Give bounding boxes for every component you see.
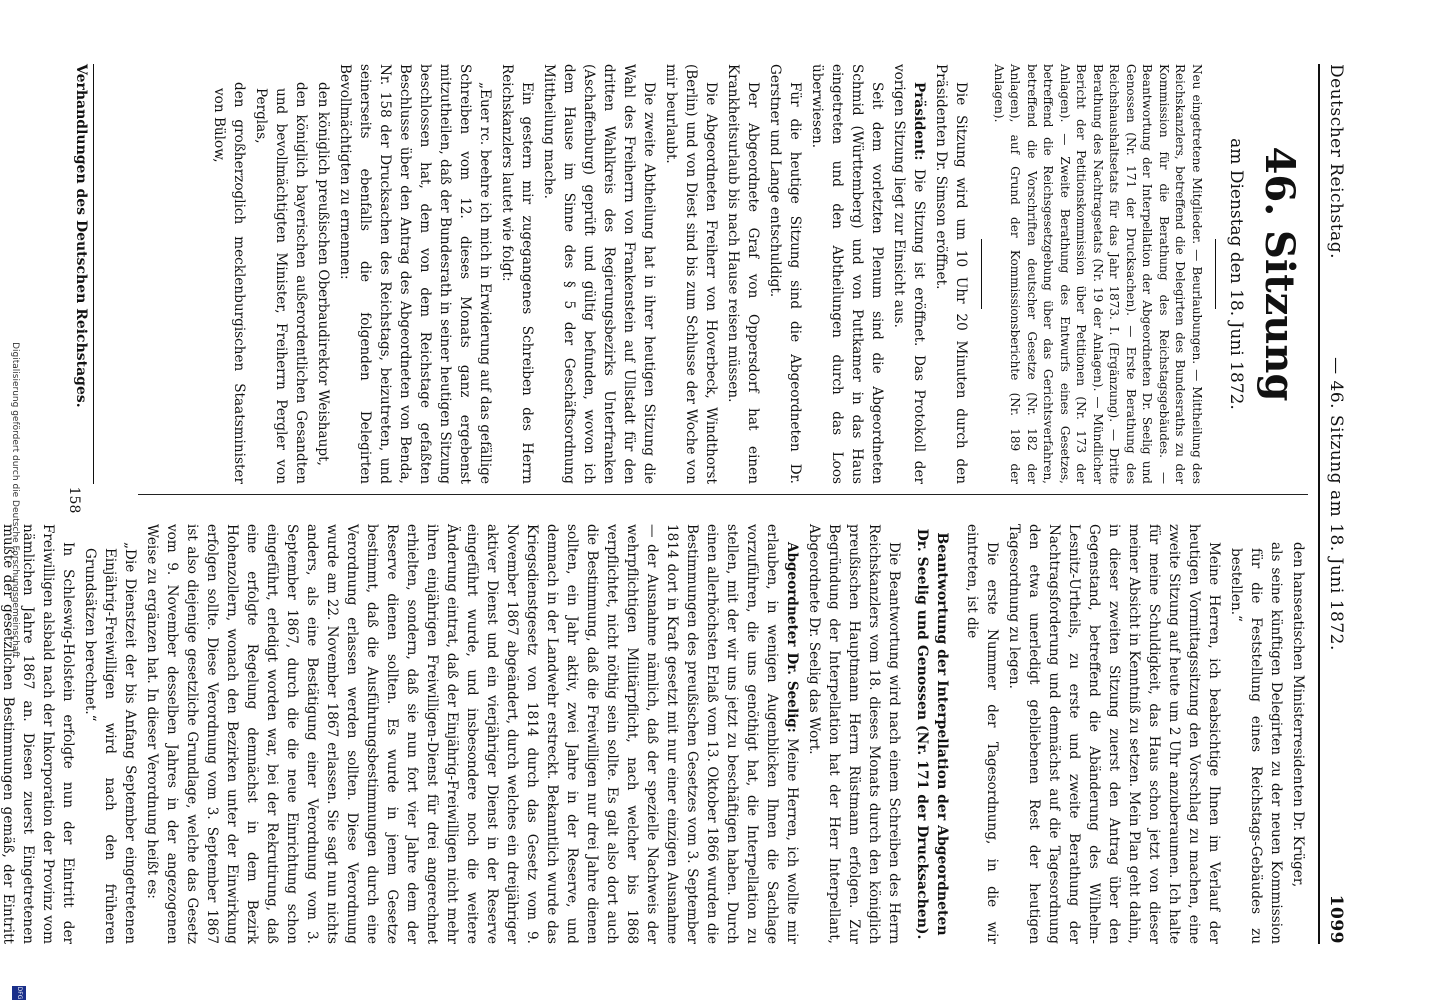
delegate-entry: den großherzoglich mecklenburgischen Staatsminister von Bülow, (211, 82, 248, 484)
footer-publication: Verhandlungen des Deutschen Reichstages. (73, 64, 94, 484)
paragraph: Die Abgeordneten Freiherr von Hoverbeck, Windthorst (Berlin) und von Diest sind bis zum Schlusse der Woche von mir beurlaubt. (663, 64, 720, 484)
left-column (128, 64, 1308, 484)
paragraph (890, 64, 930, 484)
dfg-logo-icon: DFG (12, 986, 26, 1000)
paragraph: In Schleswig-Holstein erfolgte nun der Eintritt der Freiwilligen alsbald nach der Inkorporation der Provinz vom nämlichen Jahre 1867 an. Diesen zuerst Eingetretenen mußte der gesetzlichen Bestimmungen gemäß, der Eintritt (0, 524, 76, 944)
header-journal-title: Deutscher Reichstag. (1326, 64, 1346, 259)
title-divider (1215, 239, 1216, 309)
paragraph (142, 524, 802, 944)
header-page-number: 1099 (1326, 894, 1346, 944)
speaker-label: Abgeordneter Dr. Seelig: (784, 542, 800, 733)
header-session: — 46. Sitzung am 18. Juni 1872. (1326, 357, 1346, 651)
page-header (1318, 64, 1348, 944)
delegate-entry: den königlich preußischen Oberbaudirektor Weishaupt, (315, 82, 332, 466)
quoted-letter: „Euer rc. beehre ich mich in Erwiderung auf das gefällige Schreiben vom 12. dieses Monats ganz ergebenst mitzutheilen, daß der Bundesrath in seiner heutigen Sitzung beschlossen hat, dem von dem Reichstage gefaßten Beschlusse über den Antrag des Abgeordneten von Benda, Nr. 158 der Drucksachen des Reichstags, beizutreten, und seinerseits ebenfalls die folgenden Delegirten Bevollmächtigten zu ernennen: (337, 64, 494, 484)
paragraph: Die zweite Abtheilung hat in ihrer heutigen Sitzung die Wahl des Freiherrn von Frankenstein auf Ullstadt für den dritten Wahlkreis des Regierungsbezirks Unterfranken (Aschaffenburg) geprüft und gültig befunden, wovon ich dem Hause im Sinne des § 5 der Geschäftsordnung Mittheilung mache. (541, 64, 658, 484)
paragraph: Die Sitzung wird um 10 Uhr 20 Minuten durch den Präsidenten Dr. Simson eröffnet. (933, 64, 970, 484)
paragraph: Für die heutige Sitzung sind die Abgeordneten Dr. Gerstner und Lange entschuldigt. (767, 64, 804, 484)
speaker-label: Präsident: (911, 82, 928, 161)
digitization-note: Digitalisierung gefördert durch die Deutsche Forschungsgemeinschaft (10, 342, 20, 658)
paragraph: Die erste Nummer der Tagesordnung, in die wir eintreten, ist die (964, 524, 1000, 944)
speech-text: Die Sitzung ist eröffnet. Das Protokoll der vorigen Sitzung liegt zur Einsicht aus. (891, 64, 928, 484)
paragraph: Die Beantwortung wird nach einem Schreiben des Herrn Reichskanzlers vom 18. dieses Monats durch den königlich preußischen Hauptmann Herrn Rüstmann erfolgen. Zur Begründung der Interpellation hat der Herr Interpellant, Abgeordnete Dr. Seelig das Wort. (806, 524, 902, 944)
quoted-letter-end: als seine künftigen Delegirten zu der neuen Kommission für die Feststellung eines Reichstags-Gebäudes zu bestellen.“ (1228, 542, 1284, 944)
session-summary: Neu eingetretene Mitglieder. — Beurlaubungen. — Mittheilung des Reichskanzlers, betreffend die Delegirten des Bundesraths zu der Kommission für die Berathung des Reichstagsgebäudes. — Beantwortung der Interpellation der Abgeordneten Dr. Seelig und Genossen (Nr. 171 der Drucksachen). — Erste Berathung des Reichshaushaltsetats für das Jahr 1873. I. (Ergänzung). — Dritte Berathung des Nachtragsetats (Nr. 19 der Anlagen). — Mündlicher Bericht der Petitionskommission über Petitionen (Nr. 173 der Anlagen). — Zweite Berathung des Entwurfs eines Gesetzes, betreffend die Reichsgesetzgebung über das Gerichtsverfahren, betreffend die Vorschriften deutscher Gesetze (Nr. 182 der Anlagen), auf Grund der Kommissionsberichte (Nr. 189 der Anlagen). (992, 64, 1204, 484)
delegate-entry: den hanseatischen Ministerresidenten Dr. Krüger, (1290, 542, 1306, 888)
summary-divider (982, 239, 983, 309)
paragraph: Ein gestern mir zugegangenes Schreiben des Herrn Reichskanzlers lautet wie folgt: (499, 64, 536, 484)
agenda-heading: Beantwortung der Interpellation der Abgeordneten Dr. Seelig und Genossen (Nr. 171 der Drucksachen). (914, 528, 950, 940)
paragraph: Seit dem vorletzten Plenum sind die Abgeordneten Schmid (Württemberg) und von Puttkamer in das Haus eingetreten und den Abtheilungen durch das Loos überwiesen. (809, 64, 886, 484)
delegate-entry: den königlich bayerischen außerordentlichen Gesandten und bevollmächtigten Minister, Freiherrn Pergler von Perglas, (253, 82, 310, 484)
footer-page-number: 158 (66, 486, 82, 514)
quoted-regulation: „Die Dienstzeit der bis Anfang September eingetretenen Einjährig-Freiwilligen wird nach den früheren Grundsätzen berechnet.“ (82, 542, 138, 944)
right-column (0, 524, 1308, 944)
session-title: 46. Sitzung (1256, 146, 1303, 402)
paragraph: Meine Herren, ich beabsichtige Ihnen im Verlauf der heutigen Vormittagssitzung den Vorschlag zu machen, eine zweite Sitzung auf heute um 2 Uhr anzuberaumen. Ich halte für meine Schuldigkeit, das Haus schon jetzt von dieser meiner Absicht in Kenntniß zu setzen. Mein Plan geht dahin, in dieser zweiten Sitzung zuerst den Antrag über den Gegenstand, betreffend die Abänderung des Wilhelm-Lesnitz-Urtheils, zu erste und zweite Berathung der Nachtragsforderung und demnächst auf die Tagesordnung den etwa unerledigt gebliebenen Rest der heutigen Tagesordnung zu legen. (1006, 524, 1222, 944)
paragraph: Der Abgeordnete Graf von Oppersdorf hat einen Krankheitsurlaub bis nach Hause reisen müssen. (725, 64, 762, 484)
speech-text: Meine Herren, ich wollte mir erlauben, in wenigen Augenblicken Ihnen die Sachlage vorzuführen, die uns genöthigt hat, die Interpellation zu stellen, mit der wir uns jetzt zu beschäftigen haben. Durch einen allerhöchsten Erlaß vom 13. Oktober 1866 wurden die Bestimmungen des preußischen Gesetzes vom 3. September 1814 dort in Kraft gesetzt mit nur einer einzigen Ausnahme — der Ausnahme nämlich, daß der spezielle Nachweis der wehrpflichtigen Militärpflicht, nach welcher bis 1868 verpflichtet, nicht nöthig sein sollte. Es galt also dort auch die Bestimmung, daß die Freiwilligen nur drei Jahre dienen sollten, ein Jahr aktiv, zwei Jahre in der Reserve, und demnach in der Landwehr erstreckt. Bekanntlich wurde das Kriegsdienstgesetz von 1814 durch das Gesetz vom 9. November 1867 abgeändert, durch welches ein dreijähriger aktiver Dienst und ein vierjähriger Dienst in der Reserve eingeführt wurde, und insbesondere noch die weitere Änderung eintrat, daß der Einjährig-Freiwilligen nicht mehr ihren einjährigen Freiwilligen-Dienst für drei angerechnet erhielten, sondern, daß sie nun fort vier Jahre dem der Reserve dienen sollten. Es wurde in jenem Gesetze bestimmt, daß die Ausführungsbestimmungen durch eine Verordnung erlassen werden sollten. Diese Verordnung wurde am 22. November 1867 erlassen. Sie sagt nun nichts anders, als eine Bestätigung einer Verordnung vom 3. September 1867, durch die die neue Einrichtung schon eingeführt, erledigt worden war, bei der Rekrutirung, daß eine erfolgte Regelung demnächst in dem Bezirk Hohenzollern, wonach den Bezirken unter der Einwirkung erfolgen sollte. Diese Verordnung vom 3. September 1867 ist also diejenige gesetzliche Grundlage, welche das Gesetz vom 9. November desselben Jahres in der angezogenen Weise zu ergänzen hat. In dieser Verordnung heißt es: (144, 524, 800, 944)
session-date: am Dienstag den 18. Juni 1872. (1226, 138, 1246, 410)
column-rule (138, 494, 1308, 495)
